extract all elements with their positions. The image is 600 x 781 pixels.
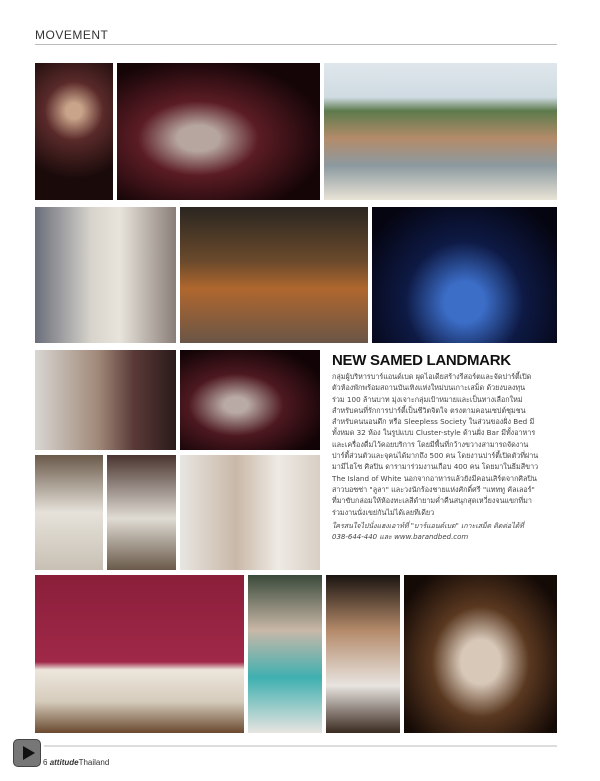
body-line: สาวบอซซ่า "ลูลา" และวงนักร้องชายแห่งศักดิ์ศรี "แทททู คัลเลอร์"	[332, 484, 535, 494]
photo-band-performance	[117, 63, 320, 200]
photo-singer-stage	[35, 63, 113, 200]
body-line: สำหรับคนที่รักการปาร์ตี้เป็นชีวิตจิตใจ ตรงตามคอนเซปต์ชุมชน	[332, 405, 526, 415]
body-line: ร่วมงานนั่งเขย่กันไม่ได้เลยทีเดียว	[332, 507, 435, 517]
contact-line: ใครสนใจไปนั่งแฮงเอาท์ที่ "บาร์แอนด์เบด" เกาะเสม็ด ติดต่อได้ที่	[332, 522, 524, 530]
photo-night-pool	[372, 207, 557, 343]
photo-bedroom	[35, 575, 244, 733]
body-line: และเครื่องดื่มไว้คอยบริการ โดยมีพื้นที่กว้างขวางสามารถจัดงาน	[332, 439, 529, 449]
body-line: The Island of White นอกจากอาหารแล้วยังมีคอนเสิร์ตจากศิลปิน	[332, 473, 537, 483]
photo-guests-white	[35, 207, 176, 343]
photo-two-women	[35, 350, 176, 450]
body-line: ทั้งหมด 32 ห้อง ในรูปแบบ Cluster-style ด้านฝั่ง Bar มีทั้งอาหาร	[332, 428, 536, 438]
photo-man-seated	[404, 575, 557, 733]
contact-info	[332, 521, 524, 543]
brand-suffix: Thailand	[78, 758, 110, 767]
photo-woman-portrait	[326, 575, 400, 733]
header-divider	[35, 44, 557, 45]
body-line: ตัวห้องพักพร้อมสถานบันเทิงแห่งใหม่บนเกาะเสม็ด ด้วยงบลงทุน	[332, 383, 526, 393]
article-title: NEW SAMED LANDMARK	[332, 352, 511, 369]
body-line: ปาร์ตี้ส่วนตัวและจุคนได้มากถึง 500 คน โดยงานปาร์ตี้เปิดตัวที่ผ่าน	[332, 451, 539, 461]
body-line: สำหรับคนนอนดึก หรือ Sleepless Society ในส่วนของฝั่ง Bed มี	[332, 417, 535, 427]
article-body	[332, 371, 560, 518]
body-line: ร่วม 100 ล้านบาท มุ่งเจาะกลุ่มเป้าหมายและเป็นทางเลือกใหม่	[332, 394, 523, 404]
body-line: กลุ่มผู้บริหารบาร์แอนด์เบด ผุดไอเดียสร้างรีสอร์ตและจัดปาร์ตี้เปิด	[332, 372, 532, 381]
photo-family	[180, 455, 320, 570]
body-line: มามีไฮโซ ศิลปิน ดารามาร่วมงานเกือบ 400 คน โดยมาในธีมสีขาว	[332, 462, 539, 472]
play-icon[interactable]	[13, 739, 41, 767]
photo-woman-white-dress	[107, 455, 176, 570]
contact-phone-web: 038-644-440 และ www.barandbed.com	[332, 533, 469, 541]
footer-divider	[44, 745, 557, 747]
brand-name: attitude	[49, 758, 79, 767]
photo-bar-lounge	[180, 207, 368, 343]
photo-two-guests	[248, 575, 322, 733]
photo-man-hat	[35, 455, 103, 570]
page-footer	[43, 758, 109, 767]
photo-singer-band	[180, 350, 320, 450]
photo-resort-beach	[324, 63, 557, 200]
section-title: MOVEMENT	[35, 28, 109, 42]
page-number: 6	[43, 758, 48, 767]
body-line: ที่มาขับกล่อมให้ห้องทะเลสีดำยามค่ำคืนสนุกสุดเหวี่ยงจนแขกที่มา	[332, 496, 532, 506]
